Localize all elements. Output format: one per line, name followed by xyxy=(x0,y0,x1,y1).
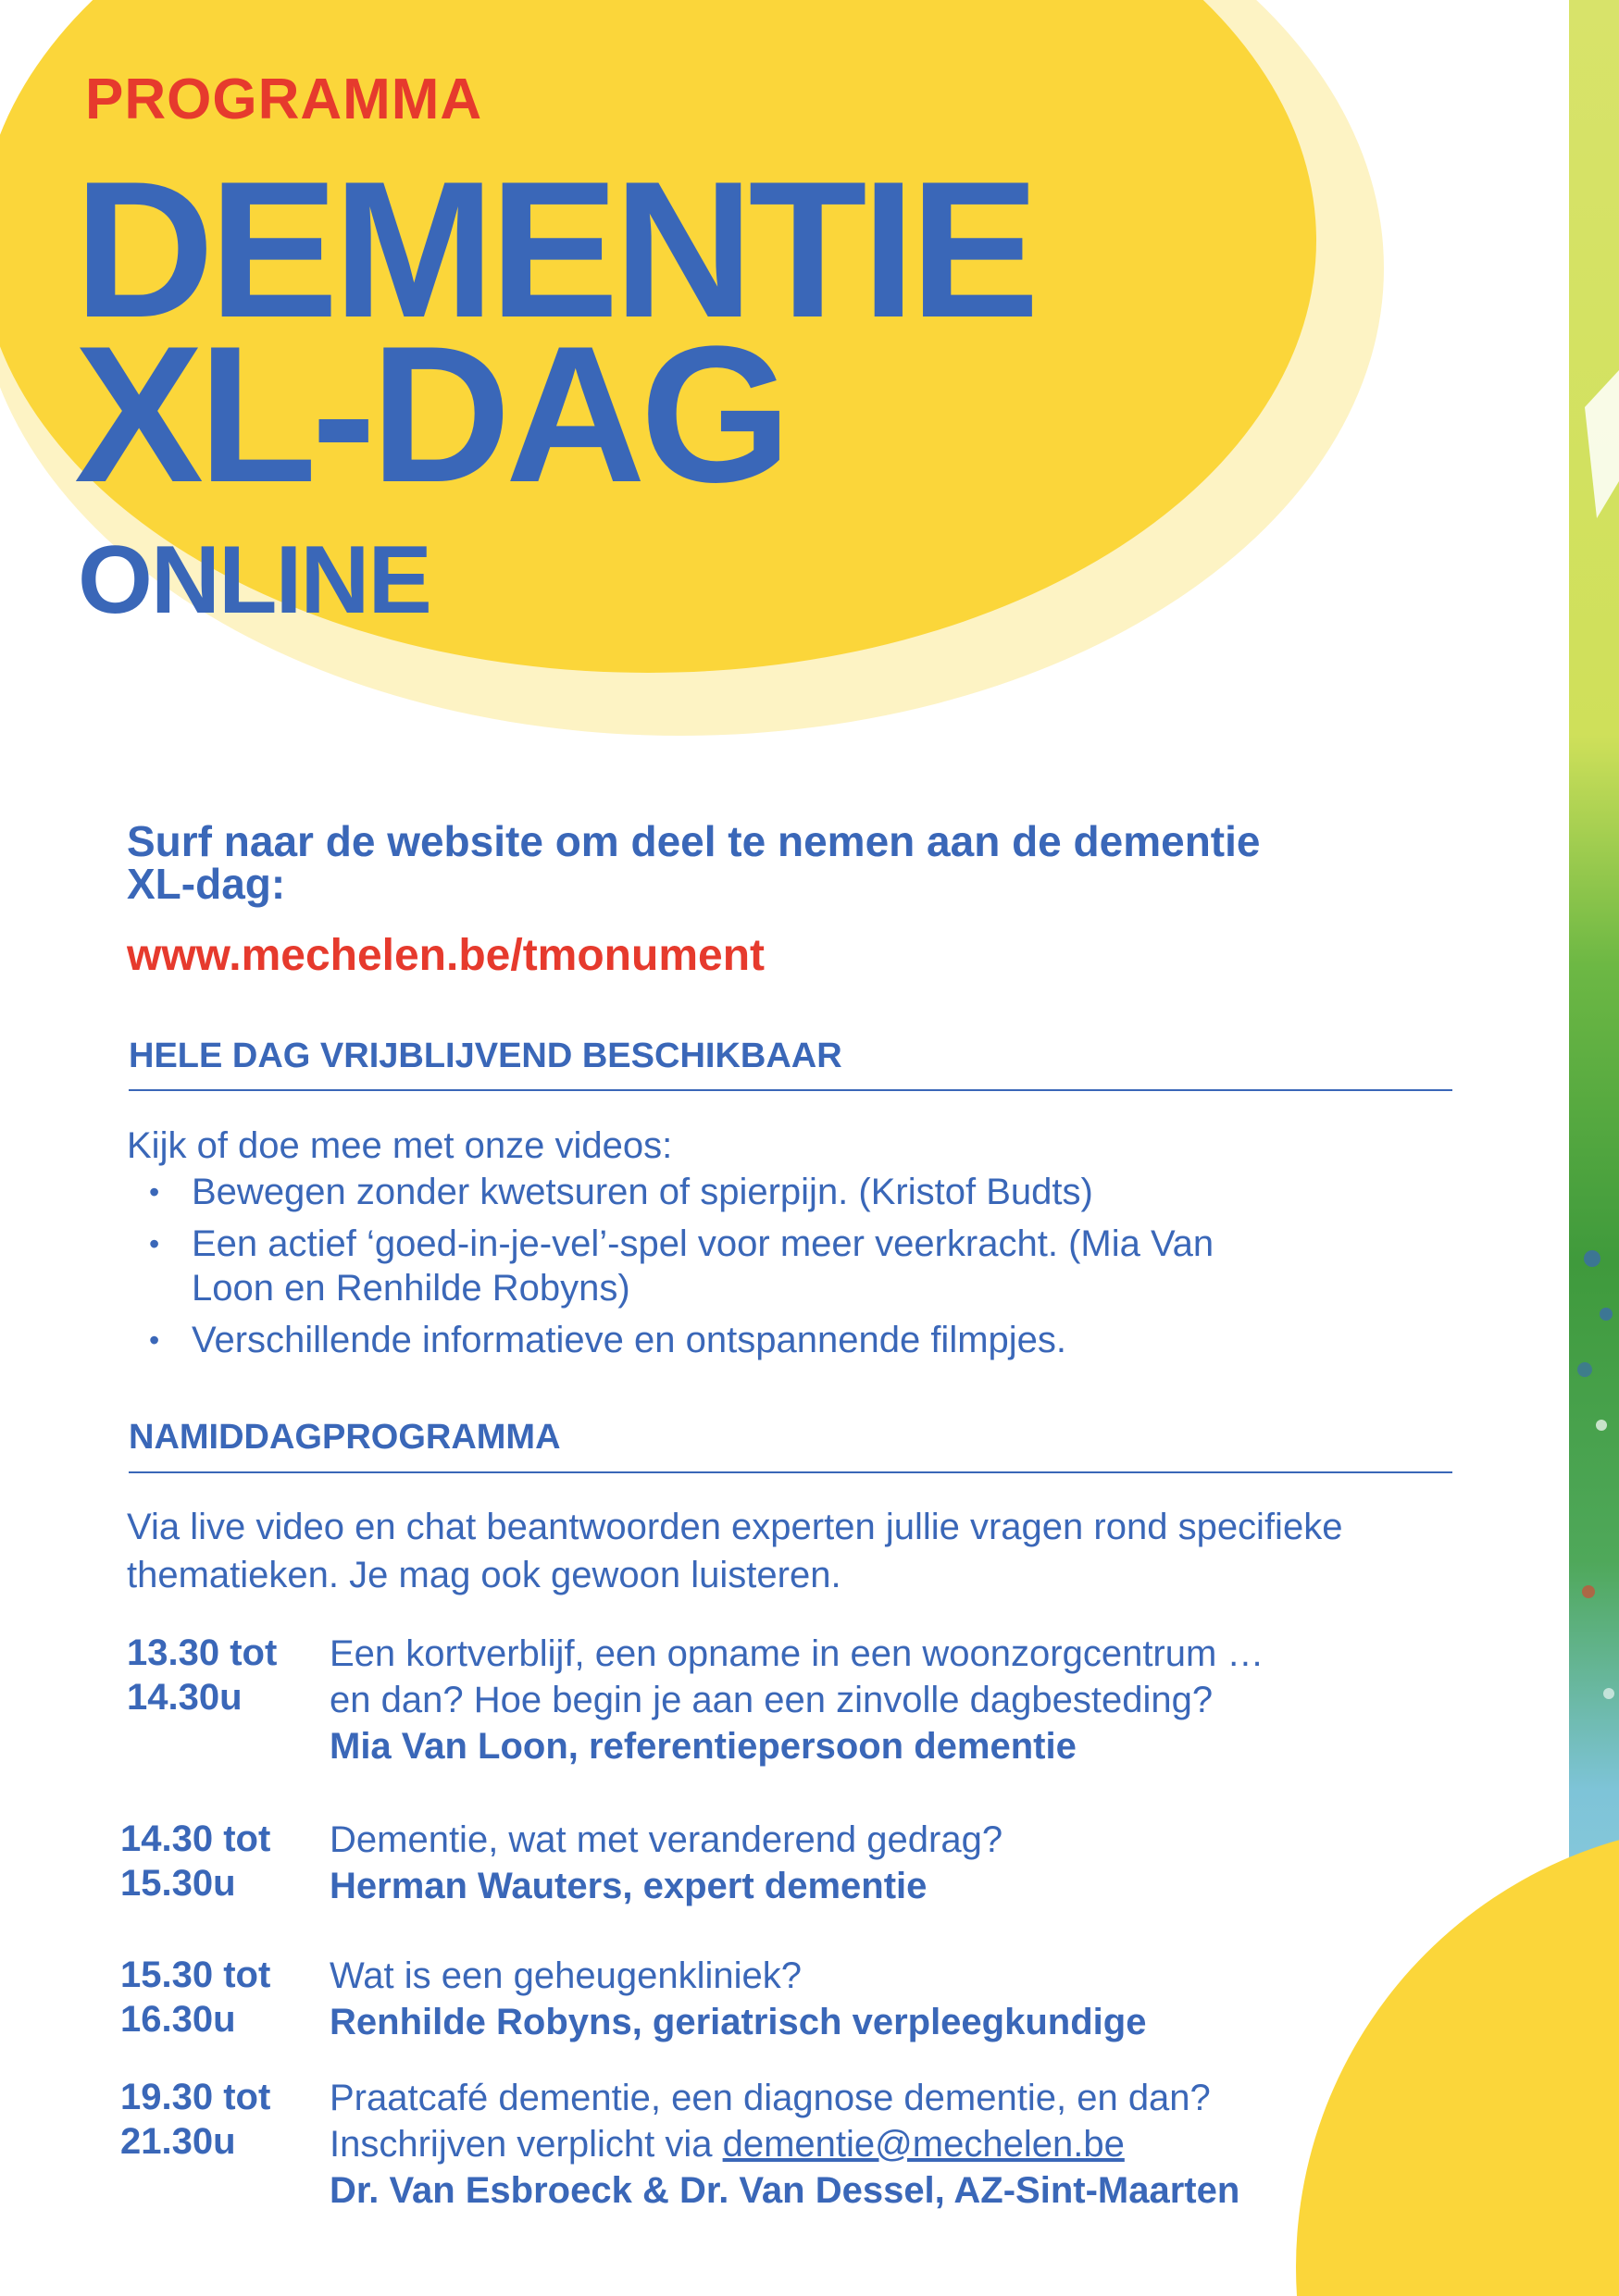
time-end: 15.30u xyxy=(120,1863,236,1904)
time-start: 19.30 tot xyxy=(120,2077,271,2117)
title-line-2: XL-DAG xyxy=(74,305,786,523)
list-item: • Een actief ‘goed-in-je-vel’-spel voor meer veerkracht. (Mia Van Loon en Renhilde Robyns) xyxy=(127,1222,1284,1310)
session-speaker: Dr. Van Esbroeck & Dr. Van Dessel, AZ-Sint-Maarten xyxy=(330,2170,1240,2211)
time-end: 21.30u xyxy=(120,2121,236,2162)
section-divider xyxy=(129,1089,1452,1091)
session-speaker: Renhilde Robyns, geriatrisch verpleegkundige xyxy=(330,2002,1147,2042)
registration-prefix: Inschrijven verplicht via xyxy=(330,2124,723,2165)
session-topic: Een kortverblijf, een opname in een woonzorgcentrum … xyxy=(330,1633,1264,1674)
section-divider xyxy=(129,1471,1452,1473)
video-list xyxy=(127,1170,1451,1362)
intro-text: Surf naar de website om deel te nemen aan de dementie XL-dag: xyxy=(127,817,1261,908)
all-day-block xyxy=(127,1122,1451,1370)
time-start: 14.30 tot xyxy=(120,1818,271,1859)
all-day-lead: Kijk of doe mee met onze videos: xyxy=(127,1125,673,1166)
session-speaker: Mia Van Loon, referentiepersoon dementie xyxy=(330,1726,1077,1767)
time-start: 15.30 tot xyxy=(120,1955,271,1995)
time-end: 14.30u xyxy=(127,1677,243,1718)
session-time xyxy=(120,1953,324,2042)
section-heading-afternoon: NAMIDDAGPROGRAMMA xyxy=(129,1418,561,1457)
section-heading-all-day: HELE DAG VRIJBLIJVEND BESCHIKBAAR xyxy=(129,1036,842,1075)
session-topic-cont: en dan? Hoe begin je aan een zinvolle dagbesteding? xyxy=(330,1680,1214,1720)
session-description xyxy=(330,1631,1487,1769)
afternoon-lead: Via live video en chat beantwoorden experten jullie vragen rond specifieke thematieken. Je mag ook gewoon luisteren. xyxy=(127,1507,1343,1595)
session-description xyxy=(330,1817,1487,1909)
session-topic: Wat is een geheugenkliniek? xyxy=(330,1955,802,1996)
title-line-3: ONLINE xyxy=(78,527,430,634)
website-link[interactable]: www.mechelen.be/tmonument xyxy=(127,931,765,980)
email-link[interactable]: dementie@mechelen.be xyxy=(722,2124,1125,2165)
session-time xyxy=(127,1631,330,1719)
registration-line xyxy=(330,2121,1487,2167)
session-speaker: Herman Wauters, expert dementie xyxy=(330,1866,928,1906)
kicker-label: PROGRAMMA xyxy=(85,68,483,131)
time-start: 13.30 tot xyxy=(127,1632,278,1673)
session-topic: Praatcafé dementie, een diagnose dementie, en dan? xyxy=(330,2078,1211,2118)
session-description xyxy=(330,2075,1487,2214)
time-end: 16.30u xyxy=(120,1999,236,2040)
list-item: • Bewegen zonder kwetsuren of spierpijn. (Kristof Budts) xyxy=(127,1170,1451,1214)
title-line-1: DEMENTIE xyxy=(74,141,1035,358)
session-time xyxy=(120,1817,324,1905)
list-item: • Verschillende informatieve en ontspannende filmpjes. xyxy=(127,1318,1451,1362)
session-time xyxy=(120,2075,324,2164)
session-topic: Dementie, wat met veranderend gedrag? xyxy=(330,1819,1003,1860)
session-description xyxy=(330,1953,1487,2045)
